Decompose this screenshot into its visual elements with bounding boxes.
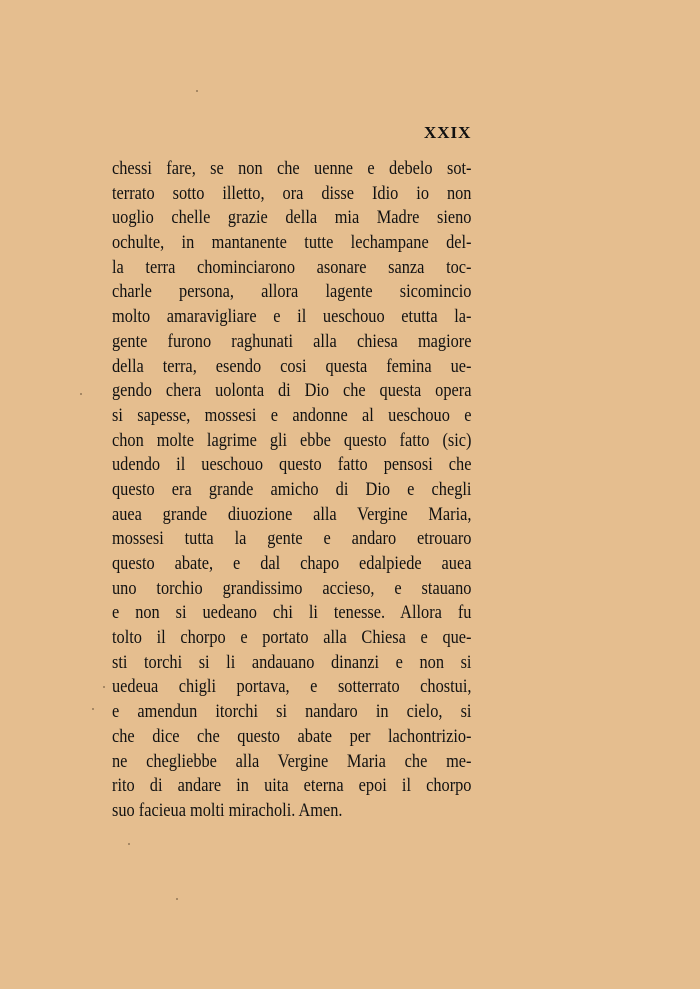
text-line: questo abate, e dal chapo edalpiede auea [112,553,472,574]
text-line: questo era grande amicho di Dio e chegli [112,478,472,500]
page-number: XXIX [424,123,472,142]
text-line: e non si uedeano chi li tenesse. Allora fu [112,602,472,624]
text-line: uno torchio grandissimo accieso, e stauano [112,577,472,599]
paper-speck [80,393,82,395]
text-line: ne chegliebbe alla Vergine Maria che me- [112,750,472,772]
text-line: ochulte, in mantanente tutte lechampane del- [112,232,472,254]
text-line: tolto il chorpo e portato alla Chiesa e que- [112,627,472,649]
text-line: gente furono raghunati alla chiesa magiore [112,330,472,352]
text-line: chessi fare, se non che uenne e debelo sot- [112,158,472,179]
text-line: mossesi tutta la gente e andaro etrouaro [112,528,472,550]
text-line: e amendun itorchi si nandaro in cielo, si [112,701,472,723]
text-line: si sapesse, mossesi e andonne al ueschouo e [112,404,472,426]
text-line: auea grande diuozione alla Vergine Maria, [112,503,472,525]
text-line: uoglio chelle grazie della mia Madre sieno [112,207,472,229]
paper-speck [128,843,130,845]
paper-speck [176,898,178,900]
paper-speck [92,708,94,710]
paper-speck [103,686,105,688]
text-line: udendo il ueschouo questo fatto pensosi che [112,454,472,476]
text-line: molto amaravigliare e il ueschouo etutta la- [112,306,472,328]
text-line: la terra chominciarono asonare sanza toc- [112,256,472,278]
text-line: della terra, esendo cosi questa femina ue- [112,355,472,377]
text-line: che dice che questo abate per lachontrizio- [112,725,472,747]
paper-speck [196,90,198,92]
text-line: rito di andare in uita eterna epoi il chorpo [112,775,472,797]
text-line: terrato sotto illetto, ora disse Idio io non [112,182,472,204]
text-line: suo facieua molti miracholi. Amen. [112,799,343,821]
text-line: sti torchi si li andauano dinanzi e non si [112,651,472,673]
text-line: charle persona, allora lagente sicomincio [112,281,472,303]
text-line: chon molte lagrime gli ebbe questo fatto (sic) [112,429,472,451]
body-text [112,157,472,824]
text-line: gendo chera uolonta di Dio che questa opera [112,380,472,402]
text-line: uedeua chigli portava, e sotterrato chostui, [112,676,472,698]
